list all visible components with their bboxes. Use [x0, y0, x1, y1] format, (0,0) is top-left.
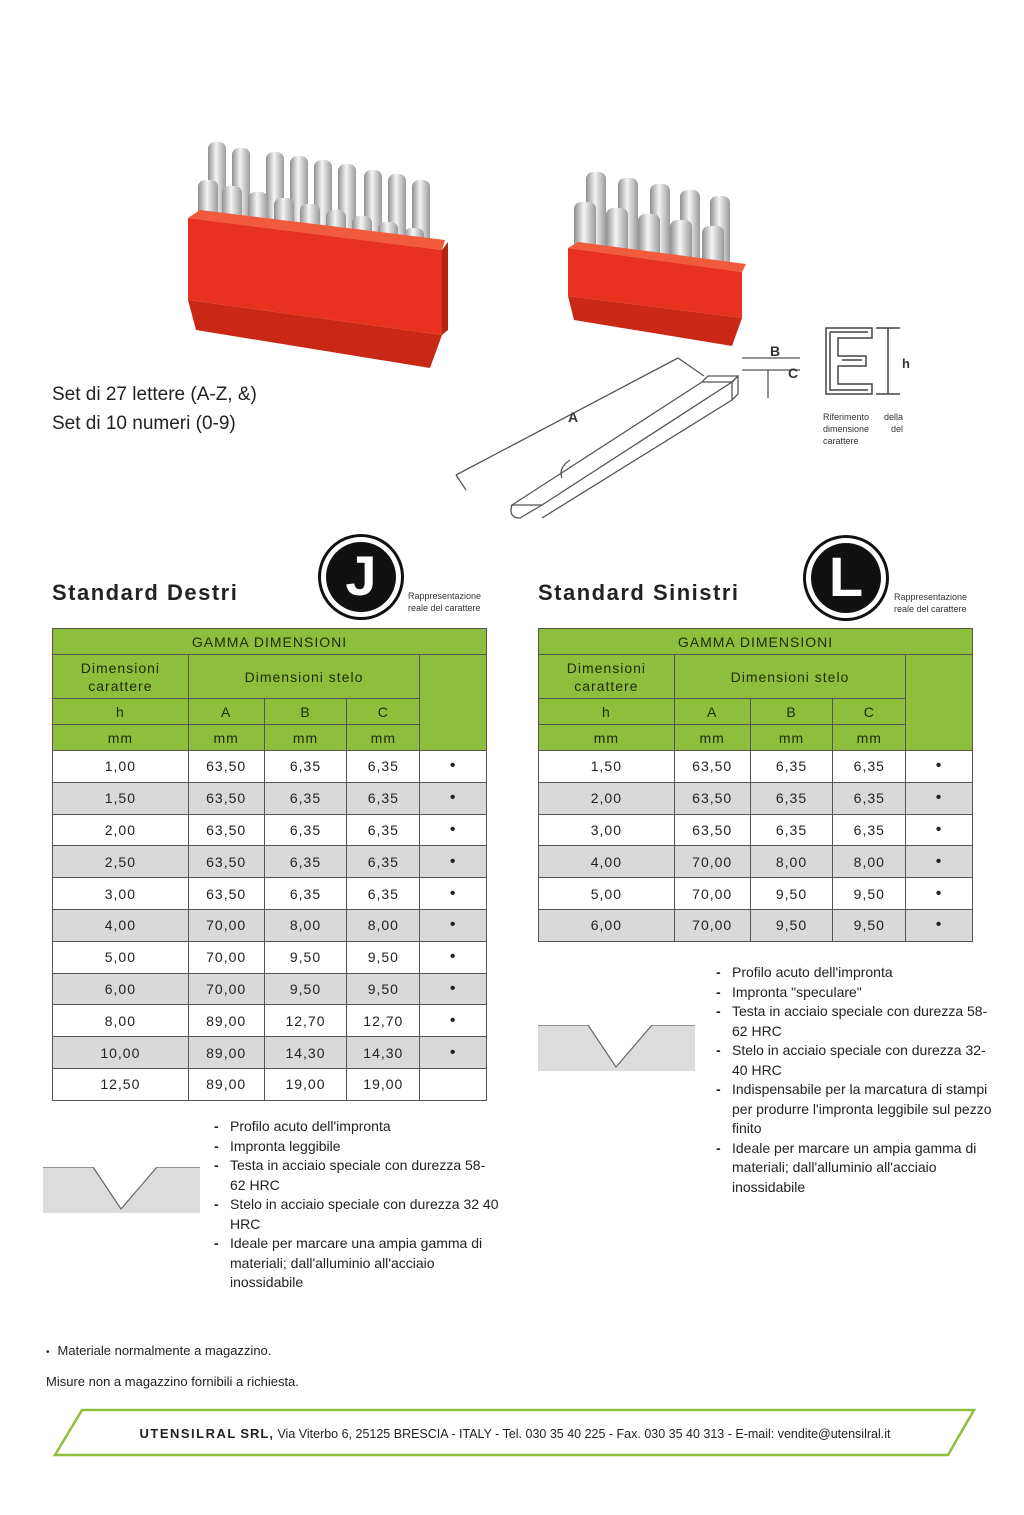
cell-stock — [420, 1068, 487, 1100]
cell-a: 70,00 — [188, 973, 264, 1005]
right-symbol-letter: L — [828, 545, 864, 608]
cell-b: 12,70 — [264, 1005, 347, 1037]
right-sub-h: h — [539, 699, 675, 725]
dim-label-c: C — [788, 365, 799, 381]
right-rep-caption-line1: Rappresentazione — [894, 592, 968, 602]
cell-c: 8,00 — [833, 846, 906, 878]
cell-a: 70,00 — [674, 878, 750, 910]
cell-c: 6,35 — [347, 878, 420, 910]
cell-stock: • — [420, 814, 487, 846]
list-item: - Ideale per marcare un ampia gamma di materiali; dall'alluminio all'acciaio inossidabile — [716, 1139, 996, 1198]
cell-a: 89,00 — [188, 1037, 264, 1069]
cell-a: 63,50 — [674, 814, 750, 846]
left-dimension-table — [52, 628, 487, 1101]
left-unit-a: mm — [188, 725, 264, 751]
table-row — [53, 1005, 487, 1037]
right-unit-h: mm — [539, 725, 675, 751]
cell-b: 9,50 — [750, 878, 833, 910]
cell-c: 9,50 — [347, 941, 420, 973]
footer-contact — [52, 1426, 978, 1441]
stock-note-text: Materiale normalmente a magazzino. — [57, 1343, 272, 1358]
table-row — [53, 846, 487, 878]
right-col-char — [539, 655, 675, 699]
left-sub-c: C — [347, 699, 420, 725]
cell-h: 8,00 — [53, 1005, 189, 1037]
cell-stock: • — [906, 751, 973, 783]
list-item: - Impronta leggibile — [214, 1137, 499, 1157]
dim-label-a: A — [568, 409, 579, 425]
cell-stock: • — [906, 846, 973, 878]
cell-stock: • — [906, 782, 973, 814]
right-heading: Standard Sinistri — [538, 580, 740, 605]
numbers-set-line: Set di 10 numeri (0-9) — [52, 413, 236, 434]
cell-c: 6,35 — [833, 814, 906, 846]
cell-c: 6,35 — [347, 846, 420, 878]
cell-c: 6,35 — [347, 751, 420, 783]
cell-stock: • — [906, 814, 973, 846]
left-sub-b: B — [264, 699, 347, 725]
right-representation-caption — [894, 591, 967, 615]
right-rep-caption-line2: reale del carattere — [894, 604, 967, 614]
right-col-stem: Dimensioni stelo — [674, 655, 905, 699]
cell-b: 9,50 — [264, 973, 347, 1005]
cell-stock: • — [420, 973, 487, 1005]
table-row — [539, 814, 973, 846]
table-row — [539, 782, 973, 814]
list-item: - Ideale per marcare una ampia gamma di materiali; dall'alluminio all'acciaio inossidabile — [214, 1234, 499, 1293]
request-note: Misure non a magazzino fornibili a richiesta. — [46, 1374, 299, 1389]
punch-dimension-diagram — [450, 340, 810, 530]
left-sub-a: A — [188, 699, 264, 725]
left-table-title: GAMMA DIMENSIONI — [53, 629, 487, 655]
table-row — [53, 909, 487, 941]
character-height-diagram — [820, 322, 920, 402]
cell-h: 5,00 — [539, 878, 675, 910]
cell-a: 63,50 — [674, 751, 750, 783]
right-sub-c: C — [833, 699, 906, 725]
cell-a: 70,00 — [674, 909, 750, 941]
table-row — [53, 751, 487, 783]
table-row — [539, 909, 973, 941]
cell-a: 63,50 — [188, 814, 264, 846]
cell-c: 14,30 — [347, 1037, 420, 1069]
cell-c: 6,35 — [833, 782, 906, 814]
cell-stock: • — [906, 878, 973, 910]
list-item: - Profilo acuto dell'impronta — [716, 963, 996, 983]
cell-a: 63,50 — [188, 751, 264, 783]
right-sub-a: A — [674, 699, 750, 725]
table-row — [53, 878, 487, 910]
cell-h: 4,00 — [53, 909, 189, 941]
left-sub-h: h — [53, 699, 189, 725]
left-rep-caption-line2: reale del carattere — [408, 603, 481, 613]
cell-h: 1,50 — [53, 782, 189, 814]
cell-b: 6,35 — [264, 782, 347, 814]
table-row — [53, 782, 487, 814]
table-row — [53, 814, 487, 846]
cell-h: 5,00 — [53, 941, 189, 973]
cell-stock: • — [420, 846, 487, 878]
list-item: - Impronta "speculare" — [716, 983, 996, 1003]
cell-h: 12,50 — [53, 1068, 189, 1100]
cell-c: 9,50 — [833, 878, 906, 910]
right-character-symbol — [803, 535, 889, 621]
left-feature-list — [214, 1117, 499, 1293]
cell-stock: • — [420, 941, 487, 973]
cell-h: 1,00 — [53, 751, 189, 783]
cell-c: 12,70 — [347, 1005, 420, 1037]
left-unit-h: mm — [53, 725, 189, 751]
cell-stock: • — [420, 782, 487, 814]
cell-c: 9,50 — [833, 909, 906, 941]
left-symbol-letter: J — [345, 544, 377, 607]
list-item: - Stelo in acciaio speciale con durezza 32 40 HRC — [214, 1195, 499, 1234]
cell-c: 19,00 — [347, 1068, 420, 1100]
left-rep-caption-line1: Rappresentazione — [408, 591, 482, 601]
cell-h: 2,00 — [539, 782, 675, 814]
number-set-photo — [562, 168, 752, 348]
right-col-char-line1: Dimensioni — [566, 659, 646, 676]
cell-b: 6,35 — [264, 814, 347, 846]
right-sub-b: B — [750, 699, 833, 725]
cell-stock: • — [906, 909, 973, 941]
cell-a: 89,00 — [188, 1005, 264, 1037]
cell-h: 3,00 — [539, 814, 675, 846]
cell-h: 2,00 — [53, 814, 189, 846]
right-unit-a: mm — [674, 725, 750, 751]
cell-a: 70,00 — [674, 846, 750, 878]
cell-c: 6,35 — [347, 814, 420, 846]
right-feature-list — [716, 963, 996, 1197]
letters-set-line: Set di 27 lettere (A-Z, &) — [52, 384, 257, 405]
cell-b: 6,35 — [750, 751, 833, 783]
reference-caption: Riferimento della dimensione del carattere — [823, 412, 903, 446]
cell-h: 1,50 — [539, 751, 675, 783]
table-row — [539, 878, 973, 910]
table-row — [53, 941, 487, 973]
cell-h: 4,00 — [539, 846, 675, 878]
cell-b: 6,35 — [750, 782, 833, 814]
height-label: h — [902, 356, 910, 371]
left-col-char — [53, 655, 189, 699]
stock-note — [46, 1343, 271, 1358]
cell-h: 3,00 — [53, 878, 189, 910]
cell-a: 63,50 — [188, 846, 264, 878]
left-unit-b: mm — [264, 725, 347, 751]
cell-a: 70,00 — [188, 941, 264, 973]
cell-stock: • — [420, 751, 487, 783]
cell-a: 63,50 — [188, 782, 264, 814]
left-unit-c: mm — [347, 725, 420, 751]
cell-a: 63,50 — [188, 878, 264, 910]
company-name: UTENSILRAL — [139, 1426, 237, 1441]
left-col-char-line2: carattere — [88, 677, 153, 694]
cell-a: 70,00 — [188, 909, 264, 941]
left-profile-icon — [43, 1167, 200, 1213]
cell-c: 6,35 — [347, 782, 420, 814]
set-description — [52, 380, 257, 438]
right-table-title: GAMMA DIMENSIONI — [539, 629, 973, 655]
cell-c: 8,00 — [347, 909, 420, 941]
right-profile-icon — [538, 1025, 695, 1071]
right-col-stock — [906, 655, 973, 751]
list-item: - Stelo in acciaio speciale con durezza 32-40 HRC — [716, 1041, 996, 1080]
cell-stock: • — [420, 1037, 487, 1069]
cell-b: 6,35 — [264, 751, 347, 783]
cell-h: 2,50 — [53, 846, 189, 878]
cell-b: 6,35 — [750, 814, 833, 846]
list-item: - Profilo acuto dell'impronta — [214, 1117, 499, 1137]
right-unit-c: mm — [833, 725, 906, 751]
right-dimension-table — [538, 628, 973, 942]
table-row — [539, 751, 973, 783]
left-col-char-line1: Dimensioni — [80, 659, 160, 676]
cell-stock: • — [420, 909, 487, 941]
cell-b: 14,30 — [264, 1037, 347, 1069]
left-col-stock — [420, 655, 487, 751]
cell-b: 9,50 — [750, 909, 833, 941]
right-col-char-line2: carattere — [574, 677, 639, 694]
cell-h: 6,00 — [53, 973, 189, 1005]
left-representation-caption — [408, 590, 481, 614]
cell-c: 6,35 — [833, 751, 906, 783]
list-item: - Indispensabile per la marcatura di stampi per produrre l'impronta leggibile sul pezzo finito — [716, 1080, 996, 1139]
list-item: - Testa in acciaio speciale con durezza 58-62 HRC — [716, 1002, 996, 1041]
cell-b: 8,00 — [264, 909, 347, 941]
cell-b: 8,00 — [750, 846, 833, 878]
table-row — [53, 1068, 487, 1100]
left-col-stem: Dimensioni stelo — [188, 655, 420, 699]
company-srl: SRL, — [240, 1426, 274, 1441]
left-character-symbol — [318, 534, 404, 620]
cell-stock: • — [420, 878, 487, 910]
cell-b: 6,35 — [264, 846, 347, 878]
cell-h: 6,00 — [539, 909, 675, 941]
right-unit-b: mm — [750, 725, 833, 751]
cell-c: 9,50 — [347, 973, 420, 1005]
left-heading: Standard Destri — [52, 580, 239, 605]
stock-note-bullet: • — [46, 1347, 50, 1358]
company-address: Via Viterbo 6, 25125 BRESCIA - ITALY - Tel. 030 35 40 225 - Fax. 030 35 40 313 - E-mail: vendite@utensilral.it — [277, 1427, 891, 1441]
cell-b: 9,50 — [264, 941, 347, 973]
dim-label-b: B — [770, 343, 781, 359]
cell-b: 19,00 — [264, 1068, 347, 1100]
cell-a: 63,50 — [674, 782, 750, 814]
list-item: - Testa in acciaio speciale con durezza 58-62 HRC — [214, 1156, 499, 1195]
cell-stock: • — [420, 1005, 487, 1037]
cell-a: 89,00 — [188, 1068, 264, 1100]
cell-h: 10,00 — [53, 1037, 189, 1069]
letter-set-photo — [180, 130, 450, 370]
cell-b: 6,35 — [264, 878, 347, 910]
table-row — [539, 846, 973, 878]
table-row — [53, 973, 487, 1005]
table-row — [53, 1037, 487, 1069]
